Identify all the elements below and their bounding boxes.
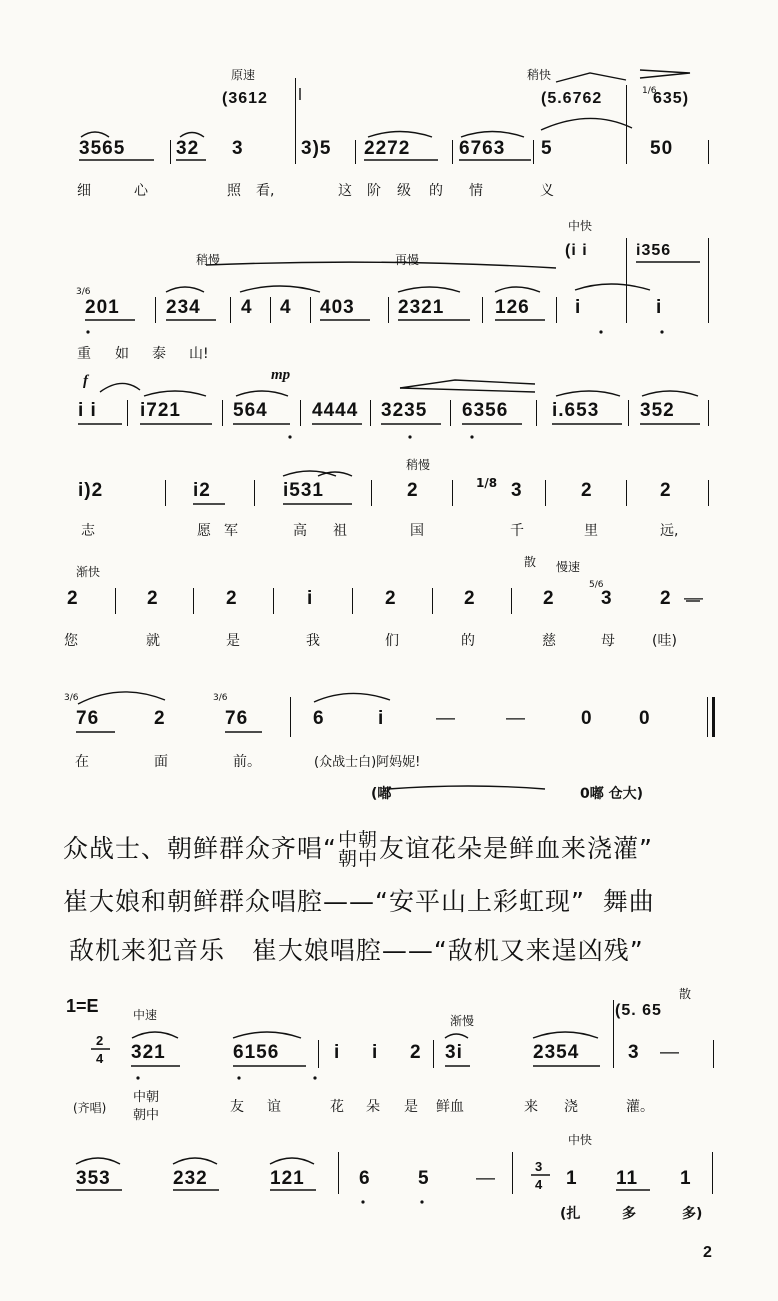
tempo-slightly-slow: 稍慢: [406, 458, 431, 472]
lyric: 心: [134, 183, 148, 199]
lyric: 阶: [367, 183, 381, 199]
barline: [708, 480, 709, 506]
measure: 2: [154, 708, 166, 729]
lyric: 我: [306, 633, 320, 649]
lyric: 级: [397, 183, 411, 199]
page-number: 2: [703, 1244, 712, 1261]
measure: i721: [140, 400, 181, 421]
barline: [556, 297, 557, 323]
slur: [78, 692, 165, 704]
intro-left: (3612: [222, 90, 268, 107]
barline: [452, 140, 453, 164]
singing-label: (齐唱): [73, 1101, 107, 1115]
measure: 126: [495, 297, 530, 318]
lyric: 的: [429, 183, 443, 199]
tempo-free: 散: [524, 555, 537, 569]
tempo-slower: 再慢: [395, 253, 420, 267]
percussion: 多): [682, 1206, 703, 1222]
measure: 2: [581, 480, 593, 501]
barline: [712, 1152, 713, 1194]
measure: 564: [233, 400, 268, 421]
barline: [433, 1040, 434, 1068]
measure: 76: [225, 708, 249, 729]
slur: [144, 391, 206, 396]
tempo-medium: 中速: [133, 1008, 158, 1022]
barline: [222, 400, 223, 426]
measure: 6: [359, 1168, 371, 1189]
lyric: 里: [584, 523, 598, 539]
lyric: 谊: [267, 1099, 281, 1115]
measure: 6356: [462, 400, 509, 421]
barline: [388, 297, 389, 323]
heading-stacked-text: [338, 831, 378, 869]
measure: —: [476, 1168, 496, 1189]
tempo-slow: 慢速: [556, 560, 581, 574]
measure: 201: [85, 297, 120, 318]
tempo-slightly-slow: 稍慢: [196, 253, 221, 267]
accompaniment: (5. 65: [615, 1002, 662, 1019]
stack-bottom: 朝中: [133, 1108, 160, 1123]
measure: 3235: [381, 400, 428, 421]
lyric: 是: [226, 633, 240, 649]
measure: 3)5: [301, 138, 332, 159]
crescendo-hairpin: [400, 380, 535, 388]
measure: 3i: [445, 1042, 463, 1063]
measure: 2: [660, 480, 672, 501]
measure: 0: [639, 708, 651, 729]
stack-bottom: 朝中: [337, 848, 378, 870]
slur: [368, 132, 432, 138]
measure: 0: [581, 708, 593, 729]
measure: 3: [628, 1042, 640, 1063]
barline: [482, 297, 483, 323]
measure: 3: [601, 588, 613, 609]
measure: 3: [232, 138, 244, 159]
lyric: 前。: [233, 754, 261, 770]
heading-line-1-right: 友谊花朵是鲜血来浇灌”: [378, 834, 653, 863]
barline: [628, 400, 629, 426]
percussion: 多: [622, 1206, 636, 1222]
barline: [300, 400, 301, 426]
barline: [626, 480, 627, 506]
accompaniment: (i i: [565, 242, 588, 259]
measure: 6763: [459, 138, 506, 159]
barline: [626, 238, 627, 323]
lyric: 朵: [366, 1099, 380, 1115]
lyric: (众战士白)阿妈妮!: [314, 755, 421, 770]
measure: 2: [543, 588, 555, 609]
measure: i: [334, 1042, 341, 1063]
final-barline: [712, 697, 715, 737]
slur: [166, 287, 204, 292]
lyric: 浇: [564, 1099, 578, 1115]
lyric: 高: [293, 523, 307, 539]
measure: i531: [283, 480, 324, 501]
slur: [398, 287, 460, 292]
slur: [318, 472, 352, 476]
barline: [318, 1040, 319, 1068]
slur: [81, 132, 109, 137]
lyric: 情: [469, 183, 483, 199]
slur: [132, 1032, 178, 1038]
time-sig-bottom: 4: [96, 1051, 105, 1066]
measure: i: [378, 708, 385, 729]
lyric: 重: [77, 346, 91, 362]
measure: i i: [78, 400, 97, 421]
tempo-original: 原速: [231, 68, 256, 82]
barline: [511, 588, 512, 614]
barline: [707, 697, 708, 737]
lyric: 面: [154, 754, 168, 770]
heading-line-1: [63, 829, 653, 869]
measure: 6: [313, 708, 325, 729]
tempo-faster: 稍快: [527, 68, 552, 82]
barline: [155, 297, 156, 323]
tempo-gradually-slower: 渐慢: [450, 1014, 475, 1028]
measure: 2354: [533, 1042, 580, 1063]
barline: [254, 480, 255, 506]
measure: 3565: [79, 138, 126, 159]
lyric: 就: [146, 633, 160, 649]
barline: [450, 400, 451, 426]
lyric: 山!: [189, 346, 209, 362]
slur: [556, 391, 620, 396]
barline: [338, 1152, 339, 1194]
measure: 2: [67, 588, 79, 609]
measure: —: [436, 708, 456, 729]
grace-fraction: 3/6: [213, 693, 228, 703]
measure: 4: [280, 297, 292, 318]
lyric: 泰: [152, 346, 166, 362]
barline: [165, 480, 166, 506]
barline: [371, 480, 372, 506]
measure: 234: [166, 297, 201, 318]
slur: [240, 286, 320, 292]
fraction: 1/8: [476, 476, 498, 490]
measure: i: [656, 297, 663, 318]
percussion: (扎: [560, 1206, 581, 1222]
measure: 2: [226, 588, 238, 609]
lyric: 千: [510, 523, 524, 539]
heading-line-3: 敌机来犯音乐 崔大娘唱腔——“敌机又来逞凶残”: [69, 936, 644, 965]
tie: [541, 118, 632, 130]
tempo-medium-fast: 中快: [568, 219, 593, 233]
measure: —: [684, 588, 704, 609]
slur: [270, 1158, 314, 1164]
barline: [290, 697, 291, 737]
barline: [533, 140, 534, 164]
tempo-medium-fast: 中快: [568, 1133, 593, 1147]
measure: 32: [176, 138, 200, 159]
barline: [626, 85, 627, 164]
lyric: 的: [461, 633, 475, 649]
grace-fraction: 3/6: [76, 287, 91, 297]
measure: 2: [385, 588, 397, 609]
lyric: 这: [338, 183, 352, 199]
decrescendo-hairpin: [640, 70, 690, 78]
measure: 2272: [364, 138, 411, 159]
measure: i: [307, 588, 314, 609]
barline: [432, 588, 433, 614]
barline: [295, 78, 296, 164]
measure: i)2: [78, 480, 104, 501]
barline: [170, 140, 171, 164]
lyric: 细: [77, 183, 91, 199]
measure: —: [660, 1042, 680, 1063]
measure: 3: [511, 480, 523, 501]
lyric: 母: [601, 633, 615, 649]
measure: 76: [76, 708, 100, 729]
measure: 4: [241, 297, 253, 318]
slur: [100, 383, 140, 392]
lyric: 鲜血: [436, 1099, 464, 1115]
time-sig-top: 2: [96, 1033, 105, 1048]
barline: [270, 297, 271, 323]
measure: 1: [566, 1168, 578, 1189]
measure: 232: [173, 1168, 208, 1189]
measure: i: [575, 297, 582, 318]
accompaniment: i356: [636, 242, 672, 259]
tie: [575, 284, 650, 290]
slur: [314, 693, 390, 702]
barline: [708, 140, 709, 164]
stack-top: 中朝: [337, 829, 378, 851]
measure: 5: [418, 1168, 430, 1189]
lyric: 照: [227, 183, 241, 199]
measure: 2: [464, 588, 476, 609]
measure: i: [372, 1042, 379, 1063]
lyric: 灌。: [626, 1099, 654, 1115]
measure: 2: [660, 588, 672, 609]
dynamic-f: f: [83, 373, 88, 389]
tempo-free: 散: [679, 987, 692, 1001]
measure: 4444: [312, 400, 359, 421]
measure: 353: [76, 1168, 111, 1189]
barline: [352, 588, 353, 614]
barline: [545, 480, 546, 506]
lyric: 看,: [256, 183, 275, 199]
slur: [76, 1158, 120, 1164]
measure: 2: [147, 588, 159, 609]
lyric: 在: [75, 754, 89, 770]
crescendo-hairpin: [556, 73, 626, 82]
measure: 2: [410, 1042, 422, 1063]
barline: [355, 140, 356, 164]
lyric: 如: [115, 346, 129, 362]
slur: [495, 287, 540, 292]
lyric: 远,: [660, 523, 679, 539]
measure: 321: [131, 1042, 166, 1063]
tremolo-line: [388, 786, 545, 789]
measure: 352: [640, 400, 675, 421]
lyric: 愿: [197, 523, 211, 539]
slur: [236, 391, 288, 396]
slur: [283, 471, 336, 476]
intro-right-end: 635): [653, 90, 690, 107]
barline: [273, 588, 274, 614]
lyric: 是: [404, 1099, 418, 1115]
barline: [613, 1000, 614, 1068]
phrase-slur: [206, 262, 556, 268]
measure: 2321: [398, 297, 445, 318]
measure: i.653: [552, 400, 600, 421]
barline: [713, 1040, 714, 1068]
lyric: 祖: [333, 523, 347, 539]
measure: 50: [650, 138, 674, 159]
lyric: 友: [230, 1099, 244, 1115]
barline: [115, 588, 116, 614]
barline: [452, 480, 453, 506]
measure: 6156: [233, 1042, 280, 1063]
barline: [536, 400, 537, 426]
barline: [708, 400, 709, 426]
slur: [180, 133, 204, 138]
time-sig-top: 3: [535, 1159, 544, 1174]
lyric: 义: [540, 183, 554, 199]
measure: i2: [193, 480, 211, 501]
barline: [708, 238, 709, 323]
lyric: 军: [224, 523, 238, 539]
barline: [193, 588, 194, 614]
heading-line-1-left: 众战士、朝鲜群众齐唱“: [63, 834, 337, 863]
lyric: 们: [385, 633, 399, 649]
measure: 5: [541, 138, 553, 159]
percussion-end: 0嘟 仓大): [580, 786, 644, 802]
lyric: 国: [410, 523, 424, 539]
percussion: (嘟: [371, 786, 392, 802]
barline: [310, 297, 311, 323]
barline: [230, 297, 231, 323]
slur: [233, 1032, 301, 1038]
measure: —: [506, 708, 526, 729]
stack-top: 中朝: [133, 1090, 160, 1105]
barline: [127, 400, 128, 426]
grace-fraction: 3/6: [64, 693, 79, 703]
measure: 121: [270, 1168, 305, 1189]
lyric: 来: [524, 1099, 538, 1115]
measure: 1: [680, 1168, 692, 1189]
lyric: 志: [81, 523, 95, 539]
dynamic-mp: mp: [271, 367, 291, 383]
slur: [461, 132, 524, 138]
key-signature: 1=E: [66, 996, 99, 1016]
lyric: 花: [330, 1099, 344, 1115]
slur: [445, 1034, 468, 1038]
barline: [512, 1152, 513, 1194]
heading-line-2: 崔大娘和朝鲜群众唱腔——“安平山上彩虹现” 舞曲: [63, 887, 655, 916]
lyric: 您: [64, 633, 78, 649]
grace-fraction: 1/6: [642, 86, 657, 96]
slur: [173, 1158, 217, 1164]
grace-fraction: 5/6: [589, 580, 604, 590]
measure: 2: [407, 480, 419, 501]
lyric: 慈: [542, 633, 556, 649]
intro-right: (5.6762: [541, 90, 603, 107]
lyric: (哇): [652, 633, 677, 649]
time-sig-bottom: 4: [535, 1177, 544, 1192]
measure: 11: [616, 1168, 639, 1189]
tempo-gradually-faster: 渐快: [76, 565, 101, 579]
measure: 403: [320, 297, 355, 318]
slur: [642, 391, 698, 396]
slur: [533, 1032, 598, 1038]
barline: [370, 400, 371, 426]
